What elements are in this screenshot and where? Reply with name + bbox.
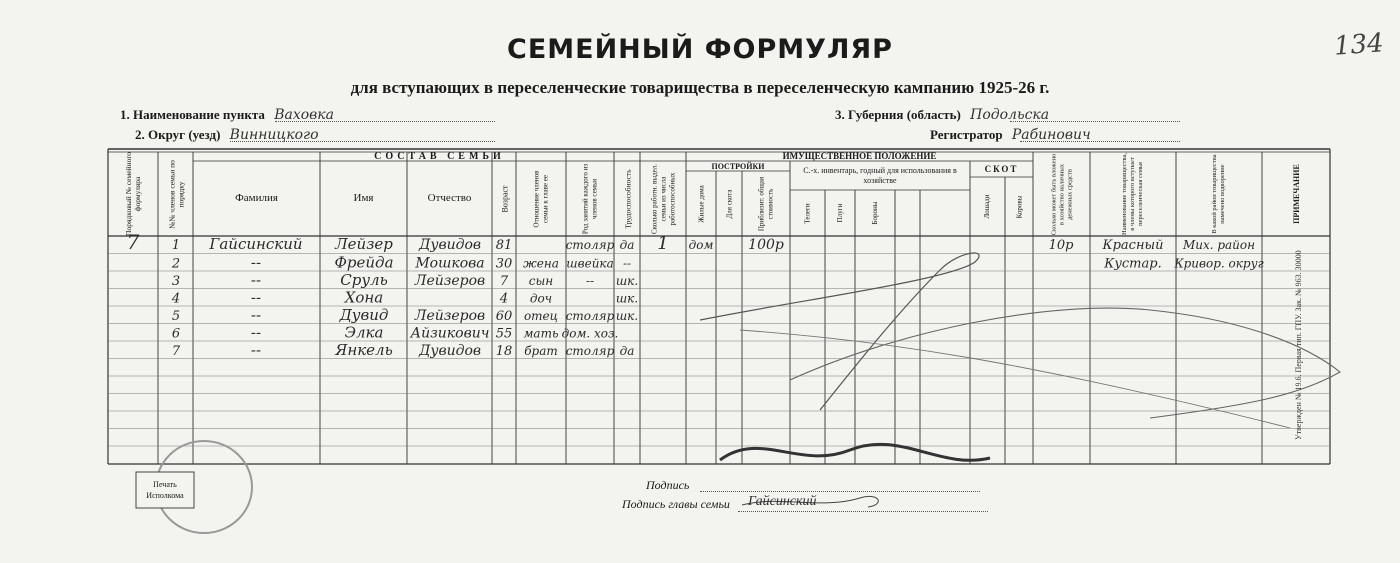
col-ploughs-header: Плуги xyxy=(835,203,844,223)
col-relation-header: Отношение членов семьи к главе ее xyxy=(532,170,549,227)
cell-relation: брат xyxy=(524,344,558,358)
cell-labor: шк. xyxy=(615,309,639,323)
cell-name: Элка xyxy=(344,323,384,342)
col-member-no-header: №№ членов семьи по порядку xyxy=(166,159,185,229)
col-labor-header: Трудоспособность xyxy=(622,168,632,229)
cell-occupation: -- xyxy=(585,274,595,288)
col-occupation-header: Род занятий каждого из членов семьи xyxy=(581,163,598,234)
cell-house: дом xyxy=(688,238,714,252)
cell-no: 2 xyxy=(171,256,181,272)
cell-name: Фрейда xyxy=(334,253,394,272)
cell-no: 5 xyxy=(171,309,181,324)
group-family-header: СОСТАВ СЕМЬИ xyxy=(374,151,505,161)
cell-surname: -- xyxy=(250,253,262,272)
col-surname-header: Фамилия xyxy=(235,192,278,204)
cell-occupation: столяр xyxy=(565,344,615,358)
cell-relation: сын xyxy=(528,274,554,288)
cell-occupation: столяр xyxy=(565,238,615,252)
cell-name: Сруль xyxy=(340,271,388,289)
cell-patronymic: Айзикович xyxy=(410,325,490,342)
cell-region: Мих. район xyxy=(1182,238,1256,252)
cell-value: 100р xyxy=(748,237,784,253)
head-signature-underline xyxy=(738,511,988,512)
col-cows-header: Коровы xyxy=(1014,195,1023,218)
field-district-value: Винницкого xyxy=(229,127,319,143)
field-district-label: 2. Округ (уезд) xyxy=(135,127,221,142)
cell-name: Хона xyxy=(344,288,384,307)
document-title: СЕМЕЙНЫЙ ФОРМУЛЯР xyxy=(507,34,893,65)
cell-no: 3 xyxy=(171,274,181,289)
document-subtitle: для вступающих в переселенческие товарищества в переселенческую кампанию 1925-26 г. xyxy=(350,78,1050,97)
col-patronymic-header: Отчество xyxy=(427,192,472,204)
cell-age: 30 xyxy=(495,256,513,272)
cell-relation: жена xyxy=(523,256,559,271)
col-ordinal-header: Порядковый № семейного формуляра xyxy=(124,152,142,236)
field-registrar-value: Рабинович xyxy=(1011,127,1091,143)
col-name-header: Имя xyxy=(353,192,374,204)
field-point-label: 1. Наименование пункта xyxy=(120,107,265,122)
col-house-header: Жилые дома xyxy=(696,184,705,223)
cell-partnership: Красный xyxy=(1102,238,1164,253)
page-number: 134 xyxy=(1333,28,1385,62)
cell-surname: Гайсинский xyxy=(209,235,303,253)
field-registrar-label: Регистратор xyxy=(930,127,1003,142)
field-province-label: 3. Губерния (область) xyxy=(835,107,961,122)
cell-labor: шк. xyxy=(615,291,639,306)
cell-partnership: Кустар. xyxy=(1104,256,1162,272)
cell-age: 60 xyxy=(495,309,513,324)
col-region-header: В какой район товарищества намечено водворение xyxy=(1211,154,1226,234)
cell-no: 1 xyxy=(171,238,181,253)
col-horses-header: Лошади xyxy=(983,194,991,219)
cell-labor: -- xyxy=(622,256,632,271)
cell-relation: доч xyxy=(529,291,553,306)
col-age-header: Возраст xyxy=(499,184,509,213)
col-note-header: ПРИМЕЧАНИЕ xyxy=(1291,164,1301,224)
group-livestock-header: СКОТ xyxy=(984,163,1019,174)
cell-no: 7 xyxy=(171,344,181,359)
col-cattle-shed-header: Для скота xyxy=(724,188,733,219)
cell-region: Кривор. округ xyxy=(1174,256,1264,271)
field-point-value: Ваховка xyxy=(274,107,335,123)
cell-no: 4 xyxy=(171,291,181,307)
cell-relation: мать xyxy=(523,326,559,341)
head-signature-label: Подпись главы семьи xyxy=(622,497,730,511)
cell-surname: -- xyxy=(250,341,262,359)
signature-underline xyxy=(700,491,980,492)
cell-patronymic: Лейзеров xyxy=(414,308,486,324)
cell-age: 4 xyxy=(499,291,509,307)
cell-age: 7 xyxy=(499,274,509,289)
cell-patronymic: Мошкова xyxy=(415,255,485,272)
cell-age: 18 xyxy=(495,344,513,359)
cell-name: Лейзер xyxy=(335,235,393,253)
cell-no: 6 xyxy=(171,326,181,342)
cell-cash: 10р xyxy=(1048,238,1074,253)
cell-occupation: столяр xyxy=(565,309,615,323)
col-harrows-header: Бороны xyxy=(870,201,879,225)
cell-surname: -- xyxy=(250,271,262,289)
cell-surname: -- xyxy=(250,306,262,324)
cell-occupation: швейка xyxy=(566,256,614,271)
official-stamp xyxy=(132,437,254,537)
col-partnership-header: Наименование товарищества, в члены которого вступает переселенческая семья xyxy=(1121,153,1144,235)
cell-labor: шк. xyxy=(615,274,639,288)
cell-relation: отец xyxy=(523,309,559,323)
cell-age: 81 xyxy=(495,238,513,253)
col-workers-header: Сколько работн. выдел. семьи из числа работоспособных xyxy=(649,163,676,234)
printer-note: Утвержден № 19.6. Первая тип. ГПУ. Зак. № 963. 30000 xyxy=(1294,250,1303,440)
stamp-text: Печать Исполкома xyxy=(146,480,184,500)
cell-ordinal: 7 xyxy=(126,230,140,254)
head-signature-value: Гайсинский xyxy=(748,494,817,509)
field-province-value: Подольска xyxy=(970,107,1050,123)
signature-label: Подпись xyxy=(646,478,690,492)
group-inventory-header: С.-х. инвентарь, годный для использования в хозяйстве xyxy=(803,165,957,185)
cell-patronymic: Лейзеров xyxy=(414,273,486,289)
cell-name: Дувид xyxy=(339,306,389,324)
cell-labor: да xyxy=(619,238,635,252)
col-cash-header: Сколько может быть вложено в хозяйство наличных денежных средств xyxy=(1049,153,1073,235)
col-value-header: Приблизит. общая стоимость xyxy=(757,176,774,231)
cell-patronymic: Дувидов xyxy=(418,343,482,359)
cell-workers: 1 xyxy=(657,233,669,254)
cell-age: 55 xyxy=(495,326,513,342)
col-carts-header: Телеги xyxy=(803,202,811,224)
cell-surname: -- xyxy=(250,288,262,307)
cell-name: Янкель xyxy=(335,341,393,359)
cell-labor: да xyxy=(619,344,635,358)
group-property-header: ИМУЩЕСТВЕННОЕ ПОЛОЖЕНИЕ xyxy=(782,151,937,161)
group-buildings-header: ПОСТРОЙКИ xyxy=(711,161,765,171)
cell-occupation: дом. хоз. xyxy=(561,326,619,341)
cell-surname: -- xyxy=(250,323,262,342)
cell-patronymic: Дувидов xyxy=(418,237,482,253)
